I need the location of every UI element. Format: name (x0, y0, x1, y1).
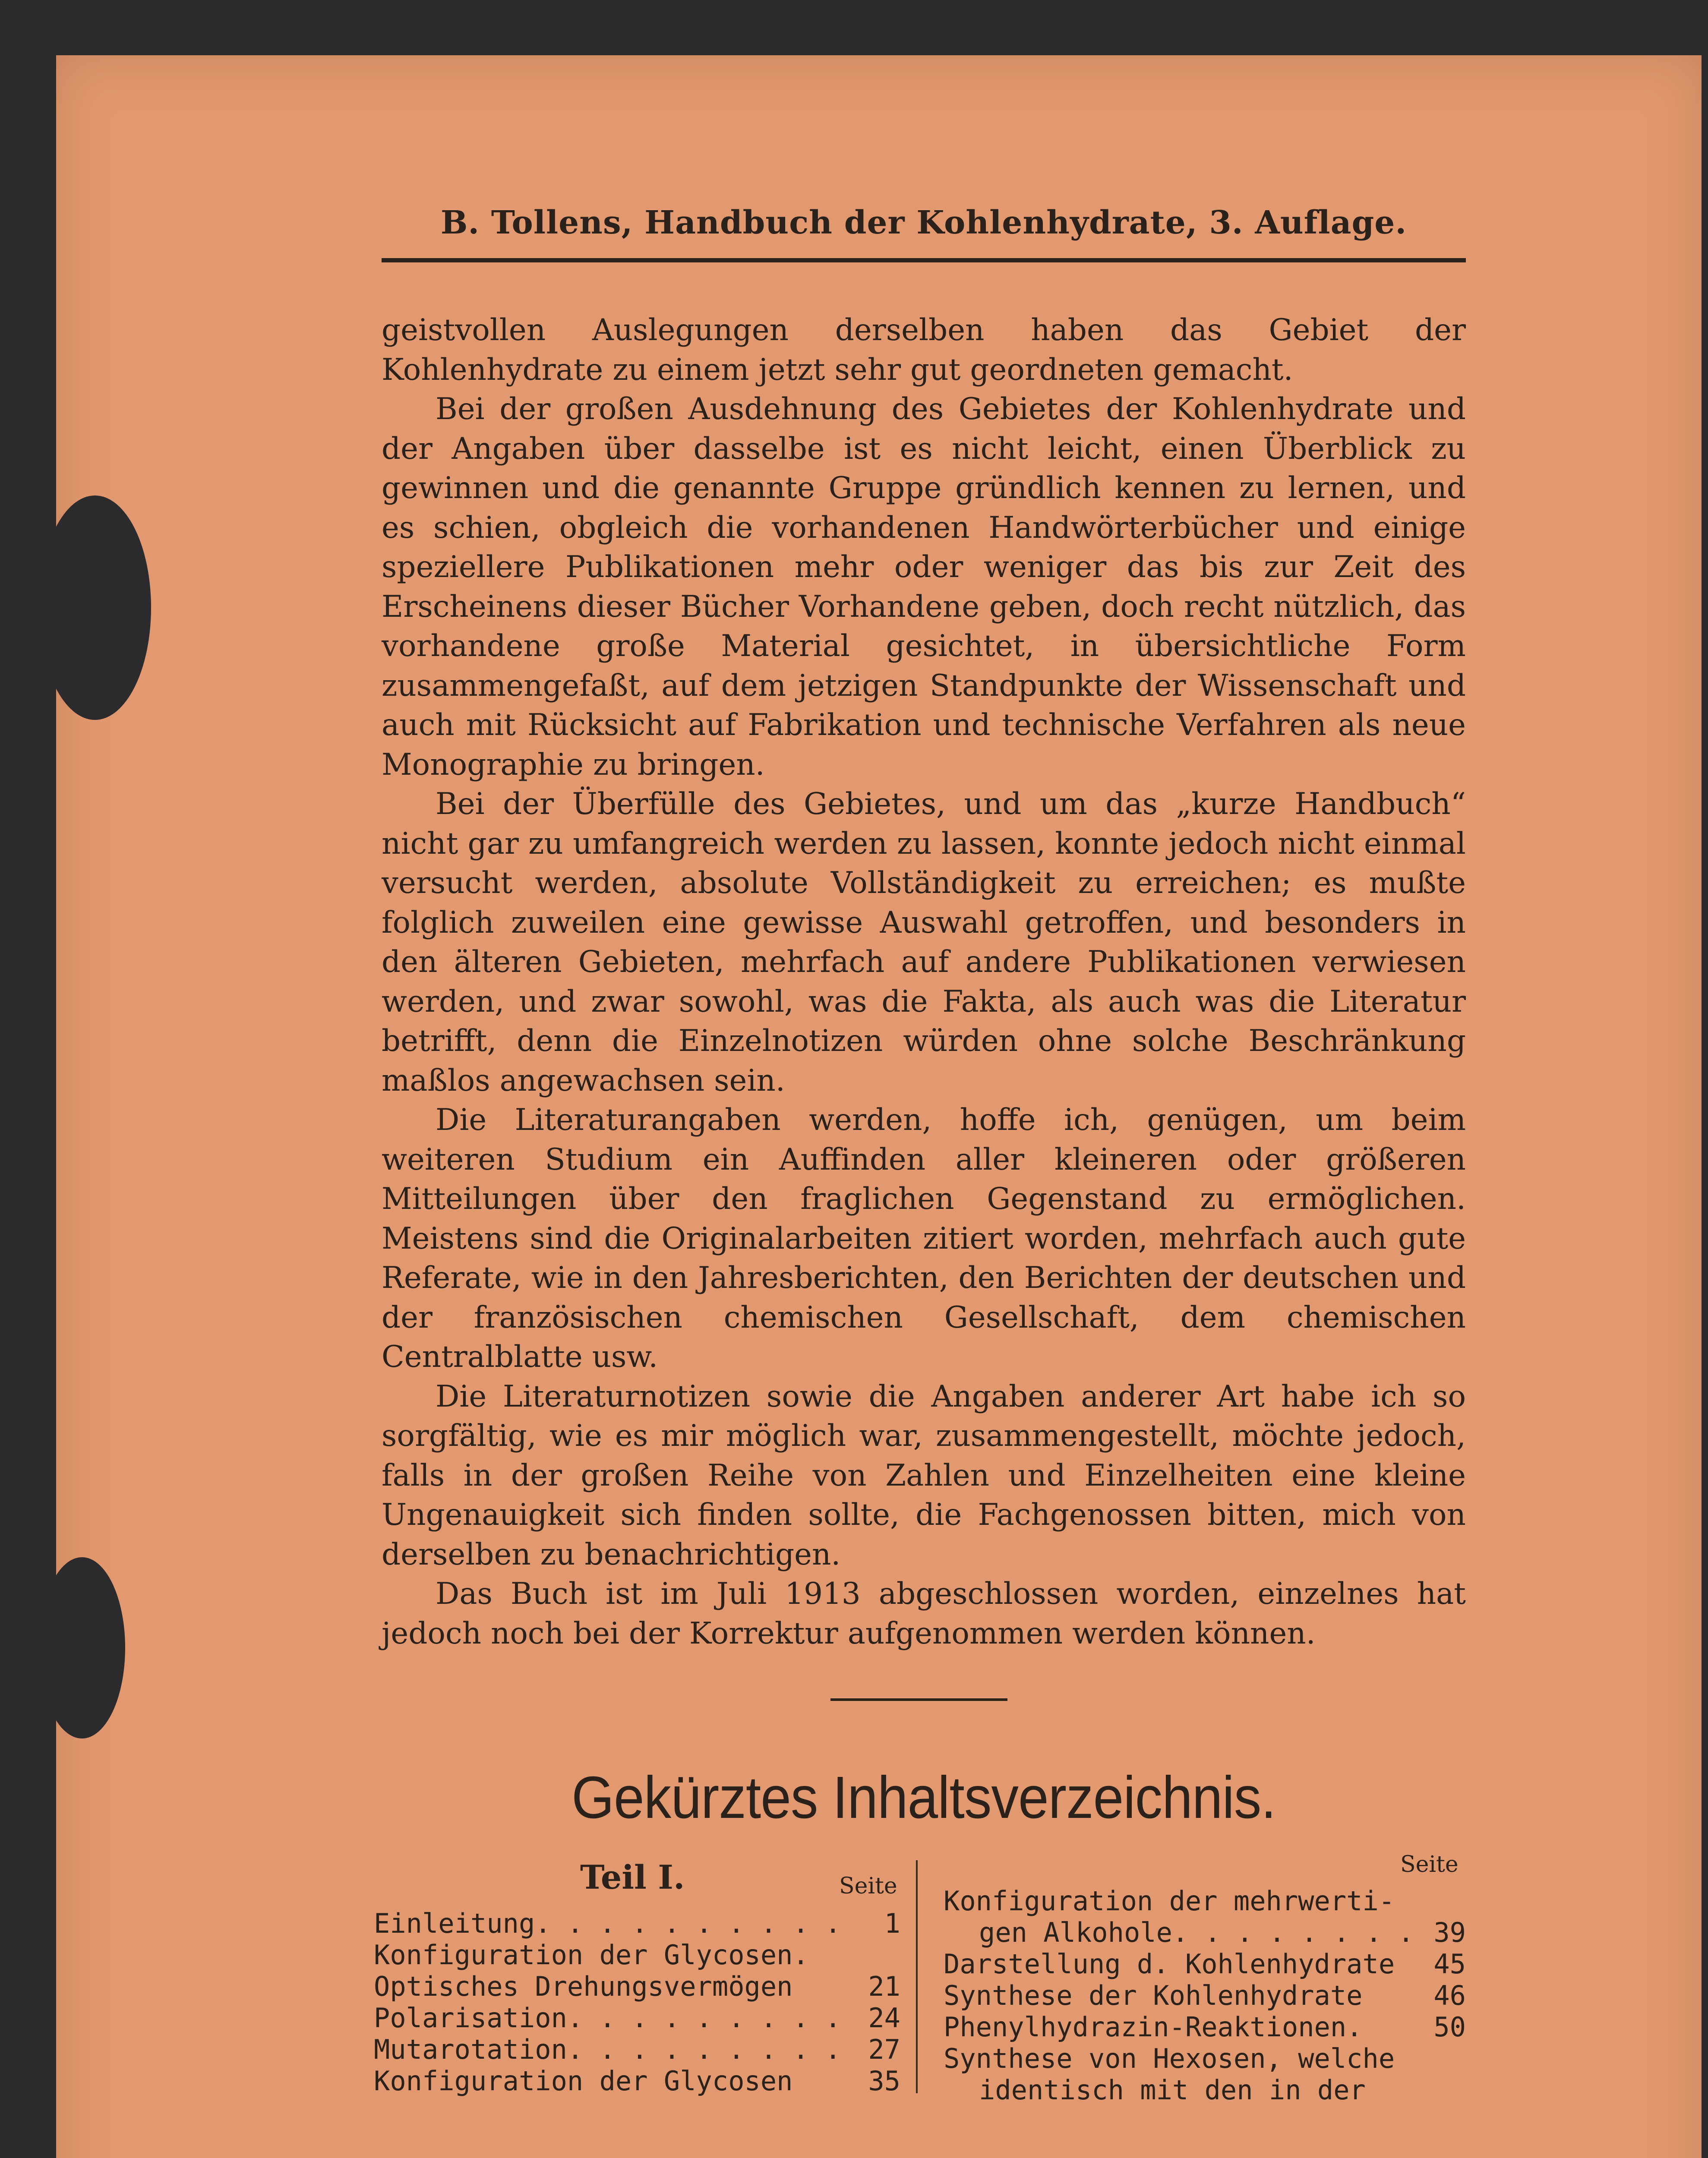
toc-entry-page: 24 (868, 2002, 900, 2034)
paragraph: geistvollen Auslegungen derselben haben das Gebiet der Kohlenhydrate zu einem jetzt sehr gut geordneten gemacht. (382, 313, 1466, 387)
toc-column-divider (916, 1860, 918, 2093)
body-text (382, 311, 1466, 1653)
toc-entry-label: Synthese der Kohlenhydrate (944, 1980, 1363, 2011)
toc-entry-label: Mutarotation (374, 2034, 567, 2065)
toc-leader-dots (535, 1908, 853, 1939)
toc-entry-label: Konfiguration der mehrwerti- (944, 1885, 1395, 1917)
toc-entry (944, 1980, 1466, 2011)
paragraph: Das Buch ist im Juli 1913 abgeschlossen worden, einzelnes hat jedoch noch bei der Korrektur aufgenommen werden können. (382, 1577, 1466, 1651)
toc-entry-page: 35 (868, 2065, 900, 2097)
toc-entry-page: 1 (884, 1908, 900, 1939)
toc-title: Gekürztes Inhaltsverzeichnis. (571, 1764, 1276, 1831)
section-separator (830, 1698, 1007, 1701)
toc-entry-page: 27 (868, 2034, 900, 2065)
header-rule (382, 258, 1466, 262)
toc-entry-label: Phenylhydrazin-Reaktionen. (944, 2011, 1363, 2043)
toc-leader-dots (1172, 1917, 1418, 1948)
toc-entry (944, 2074, 1466, 2106)
toc-entry-page: 39 (1433, 1917, 1466, 1948)
toc-part-heading: Teil I. (580, 1858, 685, 1896)
paragraph: Die Literaturnotizen sowie die Angaben anderer Art habe ich so sorgfältig, wie es mir möglich war, zusammengestellt, möchte jedoch, falls in der großen Reihe von Zahlen und Einzelheiten eine kleine Ungenauigkeit sich finden sollte, die Fachgenossen bitten, mich von derselben zu benachrichtigen. (382, 1379, 1466, 1572)
toc-entry-label: Konfiguration der Glycosen. (374, 1939, 809, 1971)
toc-entry-label: identisch mit den in der (979, 2074, 1366, 2106)
page-header: B. Tollens, Handbuch der Kohlenhydrate, 3. Auflage. (440, 204, 1407, 241)
toc-entry-page: 45 (1433, 1948, 1466, 1980)
toc-entry-label: Optisches Drehungsvermögen (374, 1971, 793, 2002)
toc-entry (374, 2034, 900, 2065)
toc-entry-label: Darstellung d. Kohlenhydrate (944, 1948, 1395, 1980)
toc-entry (944, 1948, 1466, 1980)
toc-entry-label: Einleitung (374, 1908, 535, 1939)
toc-entry (944, 2011, 1466, 2043)
toc-entry (944, 2043, 1466, 2074)
toc-entry-label: Konfiguration der Glycosen (374, 2065, 793, 2097)
toc-entry-page: 46 (1433, 1980, 1466, 2011)
toc-entry (944, 1917, 1466, 1948)
paragraph: Die Literaturangaben werden, hoffe ich, genügen, um beim weiteren Studium ein Auffinden aller kleineren oder größeren Mitteilungen über den fraglichen Gegenstand zu ermöglichen. Meistens sind die Originalarbeiten zitiert worden, mehrfach auch gute Referate, wie in den Jahresberichten, den Berichten der deutschen und der französischen chemischen Gesellschaft, dem chemischen Centralblatte usw. (382, 1103, 1466, 1374)
toc-entry (374, 1939, 900, 1971)
toc-entry-label: gen Alkohole (979, 1917, 1172, 1948)
paragraph: Bei der großen Ausdehnung des Gebietes der Kohlenhydrate und der Angaben über dasselbe ist es nicht leicht, einen Überblick zu gewinnen und die genannte Gruppe gründlich kennen zu lernen, und es schien, obgleich die vorhandenen Handwörterbücher und einige speziellere Publikationen mehr oder weniger das bis zur Zeit des Erscheinens dieser Bücher Vorhandene geben, doch recht nützlich, das vorhandene große Material gesichtet, in übersichtliche Form zusammengefaßt, auf dem jetzigen Standpunkte der Wissenschaft und auch mit Rücksicht auf Fabrikation und technische Verfahren als neue Monographie zu bringen. (382, 392, 1466, 782)
toc-entry (944, 1885, 1466, 1917)
toc-entry (374, 1908, 900, 1939)
toc-leader-dots (567, 2034, 853, 2065)
toc-entry-page: 50 (1433, 2011, 1466, 2043)
toc-entry (374, 1971, 900, 2002)
paragraph: Bei der Überfülle des Gebietes, und um das „kurze Handbuch“ nicht gar zu umfangreich werden zu lassen, konnte jedoch nicht einmal versucht werden, absolute Vollständigkeit zu erreichen; es mußte folglich zuweilen eine gewisse Auswahl getroffen, und besonders in den älteren Gebieten, mehrfach auf andere Publikationen verwiesen werden, und zwar sowohl, was die Fakta, als auch was die Literatur betrifft, denn die Einzelnotizen würden ohne solche Beschränkung maßlos angewachsen sein. (382, 787, 1466, 1098)
toc-entry-label: Synthese von Hexosen, welche (944, 2043, 1395, 2074)
toc-leader-dots (567, 2002, 853, 2034)
torn-edge (39, 1557, 125, 1738)
torn-edge (39, 495, 151, 720)
toc-entry-label: Polarisation (374, 2002, 567, 2034)
toc-page-label-left: Seite (839, 1873, 897, 1899)
toc-entry (374, 2065, 900, 2097)
toc-page-label-right: Seite (1400, 1852, 1459, 1877)
toc-entry (374, 2002, 900, 2034)
toc-entry-page: 21 (868, 1971, 900, 2002)
